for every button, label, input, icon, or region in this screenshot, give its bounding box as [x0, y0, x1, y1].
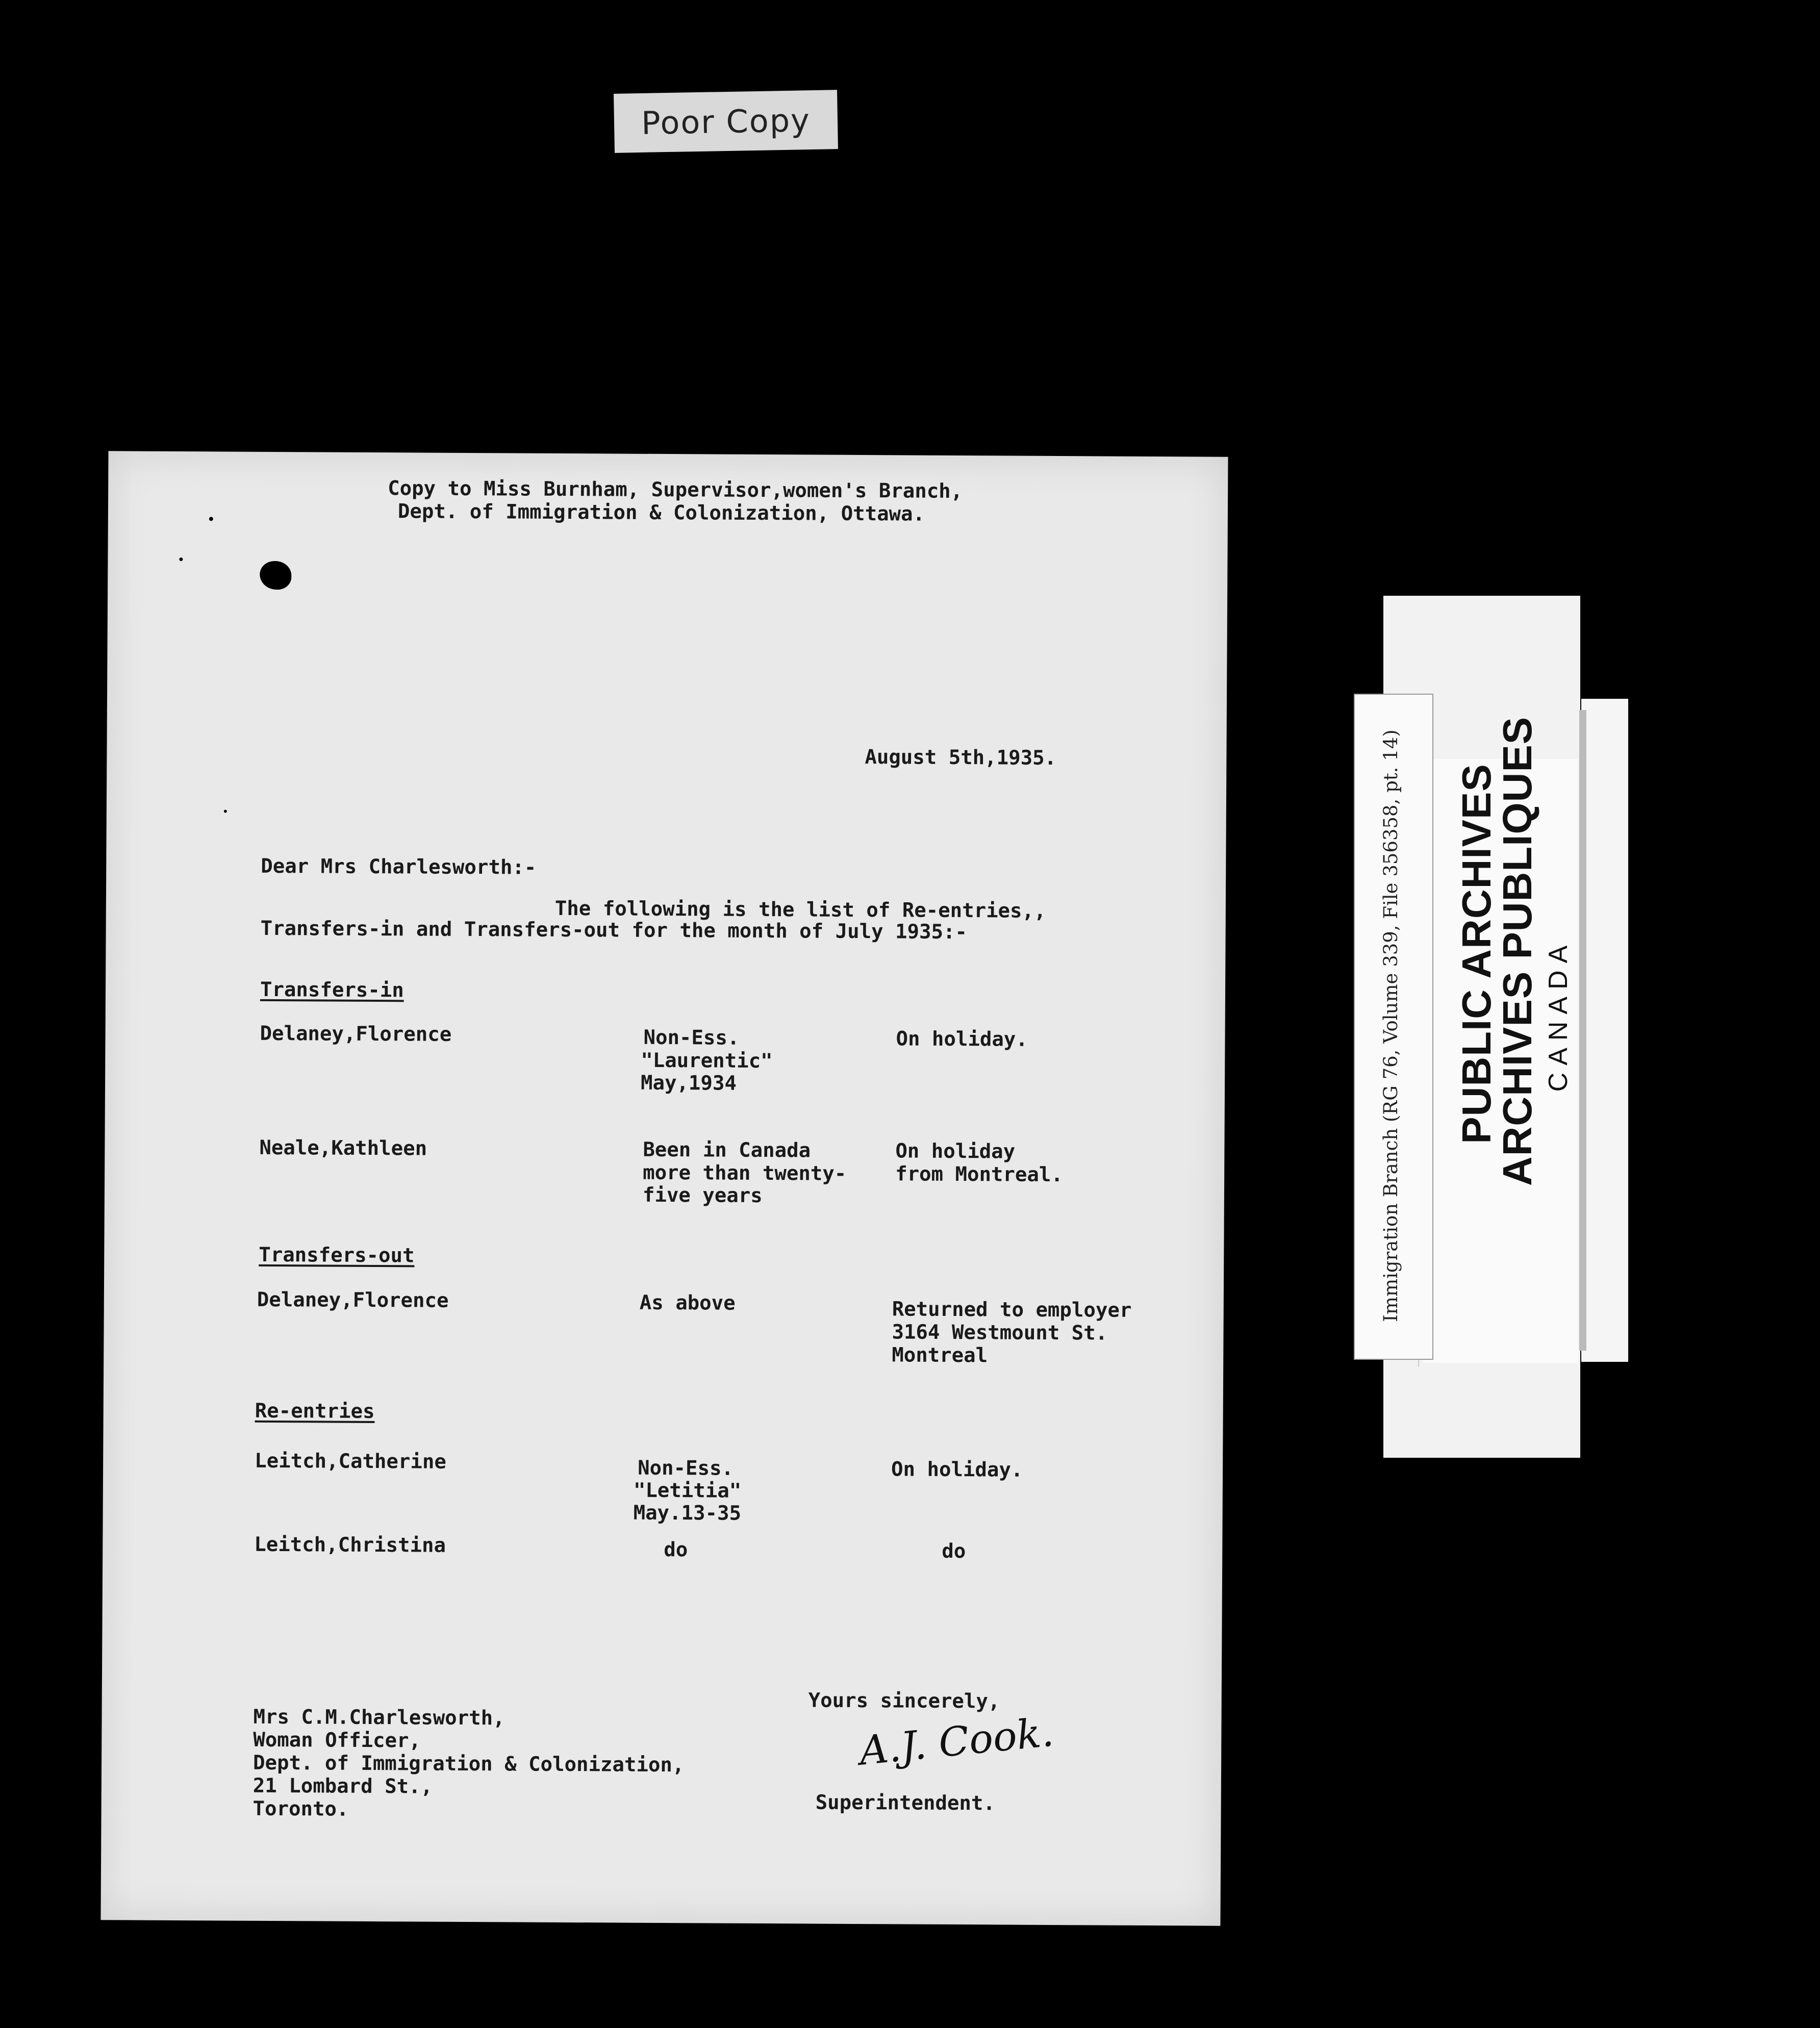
- poor-copy-text: Poor Copy: [641, 101, 811, 142]
- section-transfers-out: Transfers-out: [259, 1243, 415, 1268]
- row1-name: Delaney,Florence: [260, 1022, 452, 1046]
- row4-name: Leitch,Catherine: [255, 1449, 446, 1474]
- reference-text: Immigration Branch (RG 76, Volume 339, File 356358, pt. 14): [1380, 729, 1402, 1322]
- signatory-title: Superintendent.: [815, 1791, 996, 1815]
- copy-line-2: Dept. of Immigration & Colonization, Ottawa.: [397, 500, 925, 526]
- row2-note-1: On holiday: [895, 1139, 1016, 1163]
- row3-detail-1: As above: [639, 1291, 736, 1315]
- signature: A.J. Cook.: [857, 1709, 1056, 1774]
- archive-label-edge: [1581, 699, 1628, 1362]
- row3-note-1: Returned to employer: [892, 1298, 1132, 1322]
- row5-name: Leitch,Christina: [254, 1533, 446, 1557]
- row2-detail-2: more than twenty-: [643, 1161, 847, 1185]
- row3-note-3: Montreal: [892, 1343, 988, 1367]
- intro-line-1: The following is the list of Re-entries,,: [554, 897, 1046, 923]
- addressee-line-5: Toronto.: [252, 1797, 349, 1821]
- intro-line-2: Transfers-in and Transfers-out for the month of July 1935:-: [260, 917, 968, 944]
- addressee-line-2: Woman Officer,: [253, 1728, 421, 1753]
- row4-note: On holiday.: [891, 1458, 1023, 1482]
- paper-speck: [224, 809, 227, 813]
- row5-note: do: [942, 1539, 966, 1563]
- salutation: Dear Mrs Charlesworth:-: [261, 854, 537, 879]
- section-transfers-in: Transfers-in: [260, 978, 404, 1002]
- row4-detail-3: May.13-35: [633, 1501, 742, 1525]
- section-re-entries: Re-entries: [255, 1399, 375, 1424]
- addressee-line-4: 21 Lombard St.,: [252, 1774, 433, 1798]
- row2-detail-1: Been in Canada: [643, 1138, 811, 1162]
- row1-detail-2: "Laurentic": [641, 1049, 773, 1073]
- paper-speck: [209, 517, 213, 521]
- row3-name: Delaney,Florence: [257, 1288, 449, 1312]
- ink-blot: [260, 561, 291, 590]
- row2-name: Neale,Kathleen: [259, 1136, 427, 1160]
- row3-note-2: 3164 Westmount St.: [892, 1321, 1108, 1345]
- row2-detail-3: five years: [642, 1183, 763, 1208]
- closing: Yours sincerely,: [808, 1689, 1000, 1713]
- addressee-line-1: Mrs C.M.Charlesworth,: [253, 1705, 505, 1730]
- row1-note: On holiday.: [896, 1027, 1028, 1051]
- addressee-line-3: Dept. of Immigration & Colonization,: [252, 1751, 685, 1777]
- row4-detail-2: "Letitia": [633, 1479, 742, 1503]
- archive-label-line-1: PUBLIC ARCHIVES: [1454, 764, 1499, 1144]
- archive-label-edge-shadow: [1579, 710, 1586, 1351]
- copy-line-1: Copy to Miss Burnham, Supervisor,women's Branch,: [388, 477, 963, 503]
- paper-speck: [179, 557, 183, 561]
- row4-detail-1: Non-Ess.: [638, 1456, 734, 1480]
- poor-copy-stamp: [614, 90, 838, 153]
- row2-note-2: from Montreal.: [895, 1162, 1064, 1187]
- row1-detail-1: Non-Ess.: [643, 1026, 740, 1050]
- letter-page: [100, 451, 1228, 1925]
- row1-detail-3: May,1934: [640, 1071, 737, 1095]
- row5-detail: do: [664, 1538, 688, 1562]
- letter-date: August 5th,1935.: [865, 746, 1057, 770]
- archive-label-line-3: CANADA: [1544, 938, 1573, 1092]
- archive-label-line-2: ARCHIVES PUBLIQUES: [1495, 716, 1540, 1186]
